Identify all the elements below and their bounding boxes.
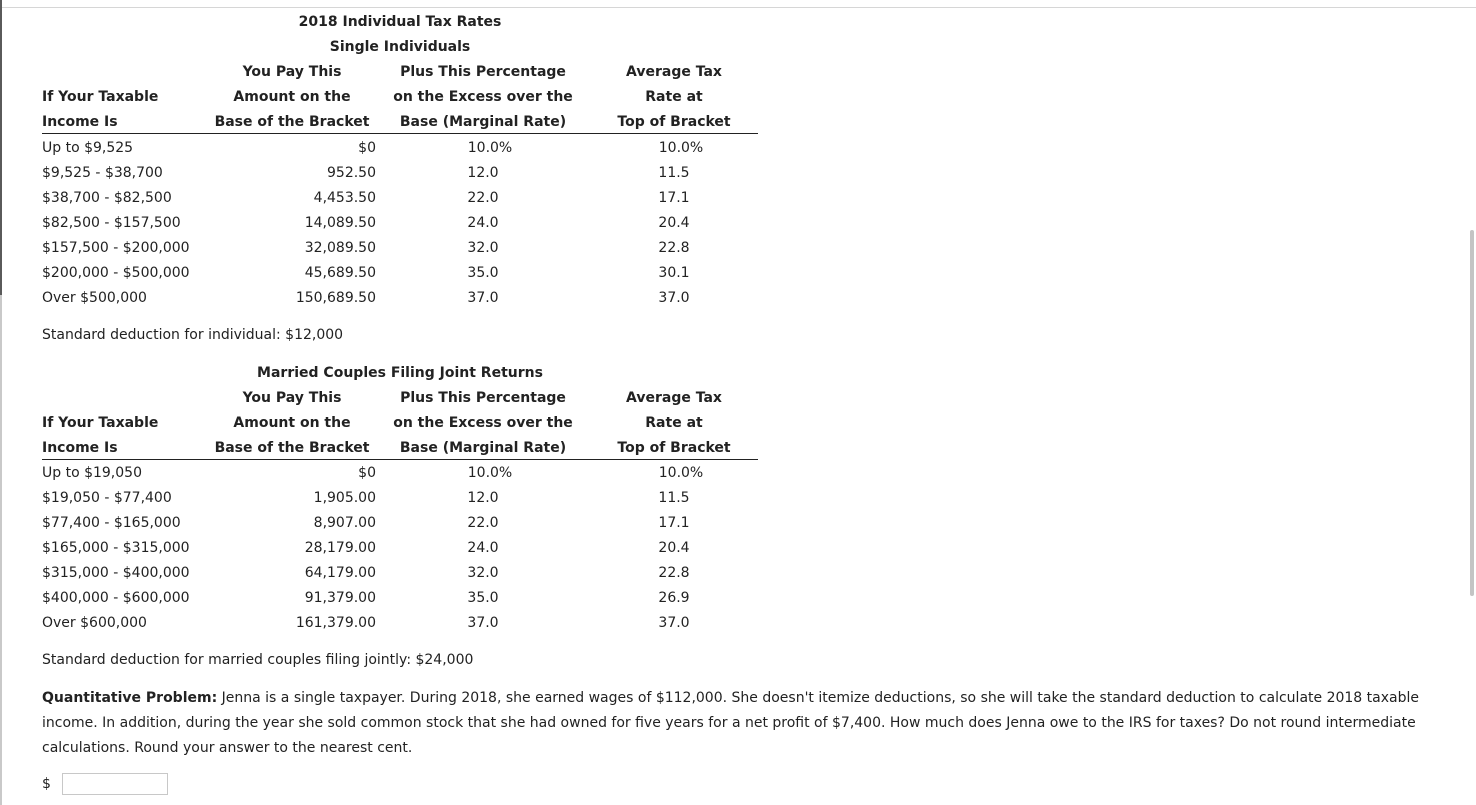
base-amount: 952.50 bbox=[327, 165, 376, 181]
base-amount: 91,379.00 bbox=[304, 590, 376, 606]
header-base-line2: Amount on the bbox=[233, 415, 351, 431]
header-rule bbox=[42, 133, 758, 134]
header-base-line3: Base of the Bracket bbox=[214, 440, 370, 456]
header-average-line3: Top of Bracket bbox=[617, 440, 731, 456]
left-border-lower bbox=[0, 295, 2, 805]
income-range: Up to $9,525 bbox=[42, 140, 134, 156]
base-amount: $0 bbox=[358, 465, 376, 481]
marginal-rate: 12.0 bbox=[467, 490, 499, 506]
average-rate: 11.5 bbox=[658, 490, 690, 506]
header-base-line2: Amount on the bbox=[233, 89, 351, 105]
average-rate: 30.1 bbox=[658, 265, 690, 281]
income-range: $200,000 - $500,000 bbox=[42, 265, 190, 281]
income-range: $77,400 - $165,000 bbox=[42, 515, 181, 531]
income-range: $38,700 - $82,500 bbox=[42, 190, 172, 206]
marginal-rate: 12.0 bbox=[467, 165, 499, 181]
base-amount: 45,689.50 bbox=[304, 265, 376, 281]
top-divider bbox=[0, 7, 1476, 8]
average-rate: 20.4 bbox=[658, 540, 690, 556]
header-base-line1: You Pay This bbox=[242, 390, 342, 406]
income-range: $19,050 - $77,400 bbox=[42, 490, 172, 506]
average-rate: 10.0% bbox=[658, 465, 704, 481]
base-amount: 28,179.00 bbox=[304, 540, 376, 556]
header-income-line2: Income Is bbox=[42, 114, 118, 130]
income-range: Up to $19,050 bbox=[42, 465, 142, 481]
vertical-scrollbar[interactable] bbox=[1470, 230, 1474, 596]
marginal-rate: 37.0 bbox=[467, 290, 499, 306]
header-rule bbox=[42, 459, 758, 460]
income-range: $157,500 - $200,000 bbox=[42, 240, 190, 256]
header-marginal-line3: Base (Marginal Rate) bbox=[399, 114, 567, 130]
marginal-rate: 10.0% bbox=[467, 140, 513, 156]
average-rate: 37.0 bbox=[658, 290, 690, 306]
table-subtitle: Single Individuals bbox=[329, 39, 471, 55]
header-average-line1: Average Tax bbox=[626, 64, 722, 80]
currency-symbol: $ bbox=[42, 776, 51, 792]
marginal-rate: 37.0 bbox=[467, 615, 499, 631]
header-marginal-line1: Plus This Percentage bbox=[400, 390, 566, 406]
header-average-line2: Rate at bbox=[645, 89, 703, 105]
average-rate: 20.4 bbox=[658, 215, 690, 231]
marginal-rate: 10.0% bbox=[467, 465, 513, 481]
marginal-rate: 22.0 bbox=[467, 190, 499, 206]
left-border bbox=[0, 0, 2, 295]
income-range: Over $500,000 bbox=[42, 290, 147, 306]
header-income-line2: Income Is bbox=[42, 440, 118, 456]
base-amount: 150,689.50 bbox=[295, 290, 376, 306]
marginal-rate: 24.0 bbox=[467, 215, 499, 231]
income-range: $82,500 - $157,500 bbox=[42, 215, 181, 231]
average-rate: 17.1 bbox=[658, 190, 690, 206]
base-amount: 8,907.00 bbox=[313, 515, 376, 531]
base-amount: 4,453.50 bbox=[313, 190, 376, 206]
average-rate: 26.9 bbox=[658, 590, 690, 606]
income-range: $400,000 - $600,000 bbox=[42, 590, 190, 606]
base-amount: 64,179.00 bbox=[304, 565, 376, 581]
header-average-line2: Rate at bbox=[645, 415, 703, 431]
header-base-line3: Base of the Bracket bbox=[214, 114, 370, 130]
base-amount: 14,089.50 bbox=[304, 215, 376, 231]
header-average-line3: Top of Bracket bbox=[617, 114, 731, 130]
table-subtitle: Married Couples Filing Joint Returns bbox=[257, 365, 543, 381]
problem-statement bbox=[42, 686, 1442, 761]
header-marginal-line1: Plus This Percentage bbox=[400, 64, 566, 80]
average-rate: 22.8 bbox=[658, 240, 690, 256]
header-average-line1: Average Tax bbox=[626, 390, 722, 406]
standard-deduction-note: Standard deduction for individual: $12,000 bbox=[42, 327, 344, 343]
problem-text: Jenna is a single taxpayer. During 2018, she earned wages of $112,000. She doesn't itemize deductions, so she will take the standard deduction to calculate 2018 taxable income. In addition, during the year she sold common stock that she had owned for five years for a net profit of $7,400. How much does Jenna owe to the IRS for taxes? Do not round intermediate calculations. Round your answer to the nearest cent. bbox=[42, 690, 1419, 756]
header-income-line1: If Your Taxable bbox=[42, 89, 159, 105]
average-rate: 37.0 bbox=[658, 615, 690, 631]
average-rate: 17.1 bbox=[658, 515, 690, 531]
base-amount: 161,379.00 bbox=[295, 615, 376, 631]
marginal-rate: 35.0 bbox=[467, 590, 499, 606]
header-marginal-line3: Base (Marginal Rate) bbox=[399, 440, 567, 456]
marginal-rate: 32.0 bbox=[467, 240, 499, 256]
problem-label: Quantitative Problem: bbox=[42, 690, 218, 706]
marginal-rate: 32.0 bbox=[467, 565, 499, 581]
average-rate: 11.5 bbox=[658, 165, 690, 181]
header-marginal-line2: on the Excess over the bbox=[393, 89, 573, 105]
header-income-line1: If Your Taxable bbox=[42, 415, 159, 431]
income-range: Over $600,000 bbox=[42, 615, 147, 631]
average-rate: 10.0% bbox=[658, 140, 704, 156]
header-marginal-line2: on the Excess over the bbox=[393, 415, 573, 431]
standard-deduction-note: Standard deduction for married couples filing jointly: $24,000 bbox=[42, 652, 474, 668]
answer-input[interactable] bbox=[62, 773, 168, 795]
income-range: $165,000 - $315,000 bbox=[42, 540, 190, 556]
header-base-line1: You Pay This bbox=[242, 64, 342, 80]
average-rate: 22.8 bbox=[658, 565, 690, 581]
marginal-rate: 22.0 bbox=[467, 515, 499, 531]
base-amount: $0 bbox=[358, 140, 376, 156]
marginal-rate: 24.0 bbox=[467, 540, 499, 556]
base-amount: 32,089.50 bbox=[304, 240, 376, 256]
marginal-rate: 35.0 bbox=[467, 265, 499, 281]
income-range: $9,525 - $38,700 bbox=[42, 165, 163, 181]
base-amount: 1,905.00 bbox=[313, 490, 376, 506]
page-title: 2018 Individual Tax Rates bbox=[298, 14, 502, 30]
income-range: $315,000 - $400,000 bbox=[42, 565, 190, 581]
